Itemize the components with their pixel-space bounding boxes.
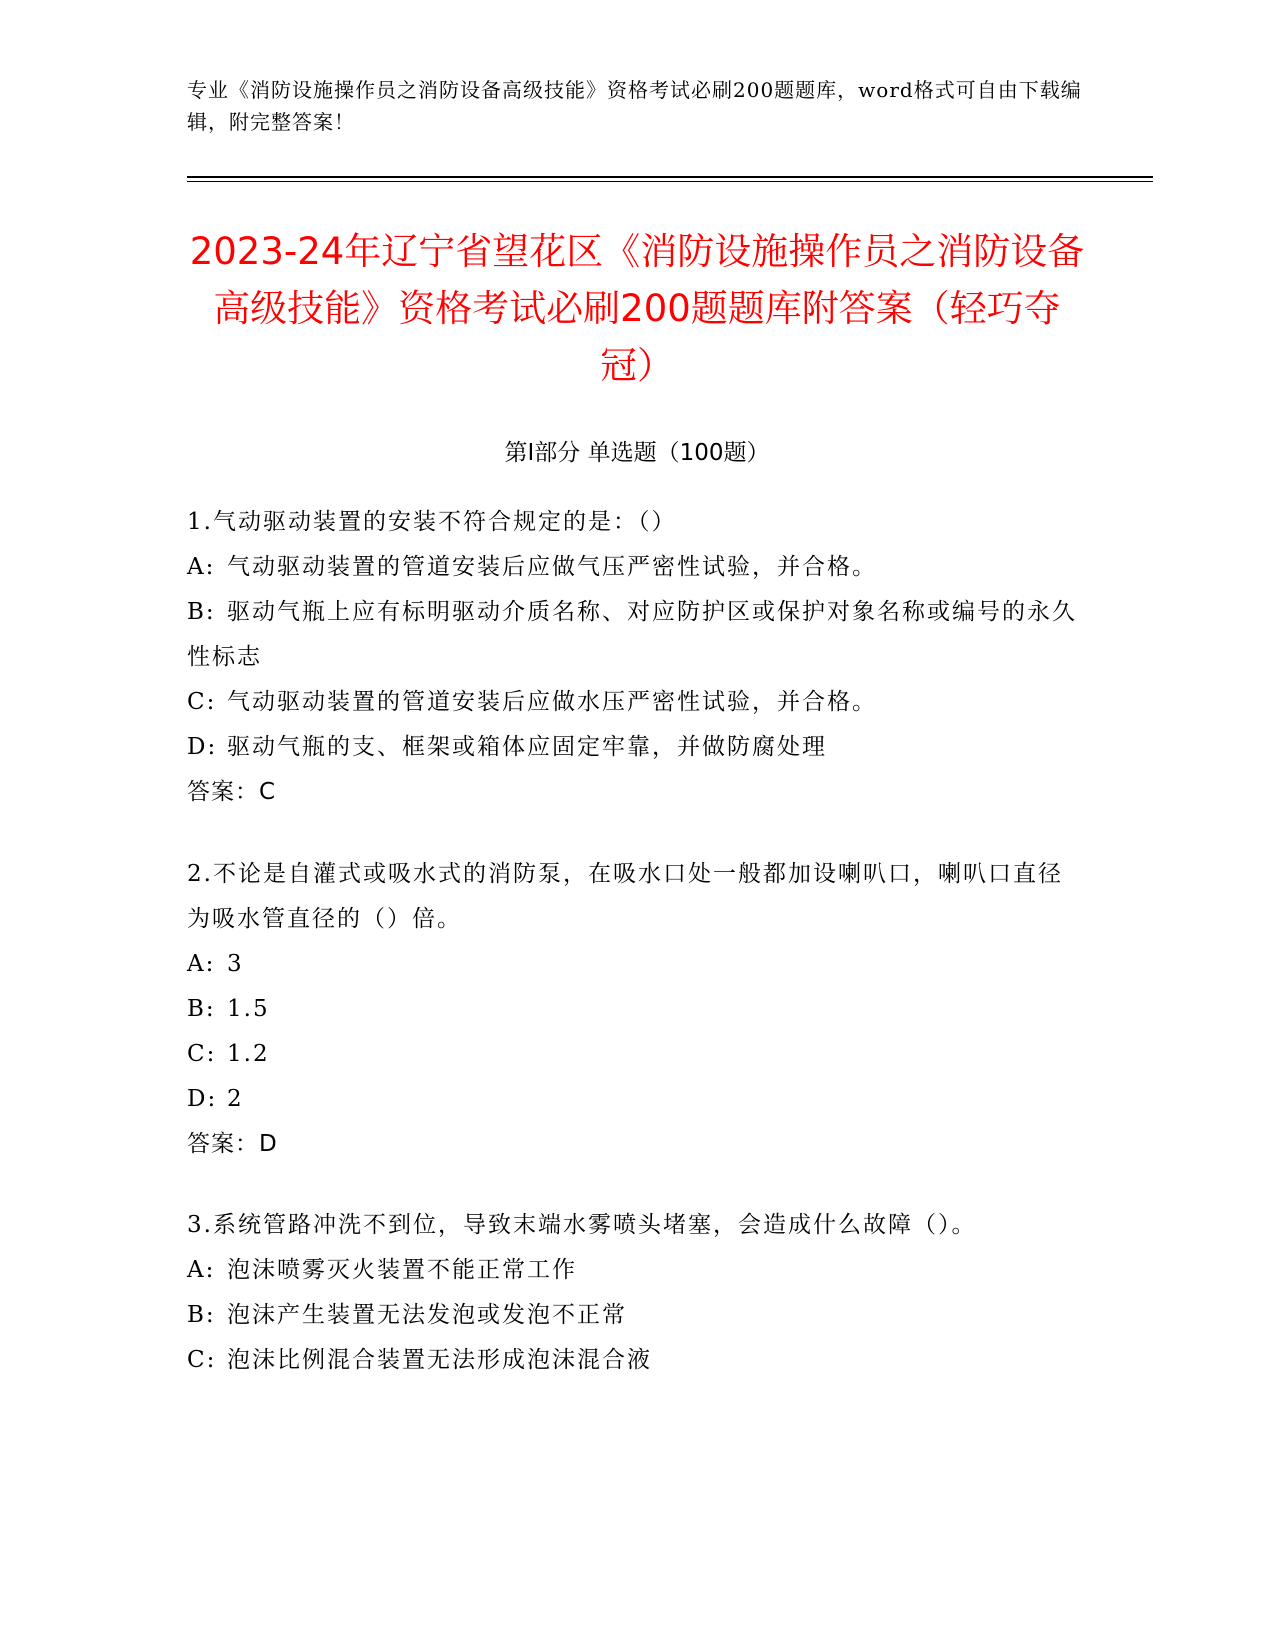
header-rule-thin [187, 181, 1153, 182]
question-stem: 3.系统管路冲洗不到位，导致末端水雾喷头堵塞，会造成什么故障（）。 [187, 1212, 977, 1238]
option-text: 泡沫比例混合装置无法形成泡沫混合液 [227, 1347, 652, 1373]
option-letter: B: [187, 1302, 216, 1328]
question-stem: 1.气动驱动装置的安装不符合规定的是：（） [187, 509, 677, 535]
answer-line: 答案：D [187, 1131, 278, 1157]
header-rule-thick [187, 176, 1153, 178]
option-d [187, 1077, 1087, 1122]
option-text: 1.2 [227, 1041, 270, 1067]
question-stem: 2.不论是自灌式或吸水式的消防泵，在吸水口处一般都加设喇叭口，喇叭口直径为吸水管直径的（）倍。 [187, 861, 1063, 932]
option-d [187, 725, 1087, 770]
option-letter: A: [187, 554, 216, 580]
document-title: 2023-24年辽宁省望花区《消防设施操作员之消防设备高级技能》资格考试必刷200题题库附答案（轻巧夺冠） [189, 230, 1085, 387]
option-text: 驱动气瓶的支、框架或箱体应固定牢靠，并做防腐处理 [227, 734, 827, 760]
option-c [187, 1032, 1087, 1077]
option-letter: B: [187, 996, 216, 1022]
option-b [187, 590, 1087, 680]
option-a [187, 942, 1087, 987]
option-c [187, 680, 1087, 725]
option-text: 1.5 [227, 996, 270, 1022]
option-b [187, 987, 1087, 1032]
option-letter: A: [187, 951, 216, 977]
option-letter: D: [187, 1086, 218, 1112]
section-title: 第Ⅰ部分 单选题（100题） [504, 440, 770, 466]
option-letter: D: [187, 734, 218, 760]
option-a [187, 1248, 1087, 1293]
question-3 [187, 1203, 1087, 1383]
option-text: 2 [227, 1086, 244, 1112]
option-b [187, 1293, 1087, 1338]
header-note: 专业《消防设施操作员之消防设备高级技能》资格考试必刷200题题库，word格式可自由下载编辑，附完整答案！ [187, 78, 1082, 134]
option-text: 气动驱动装置的管道安装后应做水压严密性试验，并合格。 [227, 689, 877, 715]
option-text: 驱动气瓶上应有标明驱动介质名称、对应防护区或保护对象名称或编号的永久性标志 [187, 599, 1077, 670]
question-1 [187, 500, 1087, 815]
option-letter: B: [187, 599, 216, 625]
option-a [187, 545, 1087, 590]
option-text: 气动驱动装置的管道安装后应做气压严密性试验，并合格。 [227, 554, 877, 580]
option-letter: A: [187, 1257, 216, 1283]
option-text: 3 [227, 951, 244, 977]
option-letter: C: [187, 1041, 217, 1067]
option-c [187, 1338, 1087, 1383]
option-text: 泡沫产生装置无法发泡或发泡不正常 [227, 1302, 627, 1328]
question-2 [187, 852, 1087, 1167]
option-text: 泡沫喷雾灭火装置不能正常工作 [227, 1257, 577, 1283]
answer-line: 答案：C [187, 779, 277, 805]
option-letter: C: [187, 689, 217, 715]
option-letter: C: [187, 1347, 217, 1373]
